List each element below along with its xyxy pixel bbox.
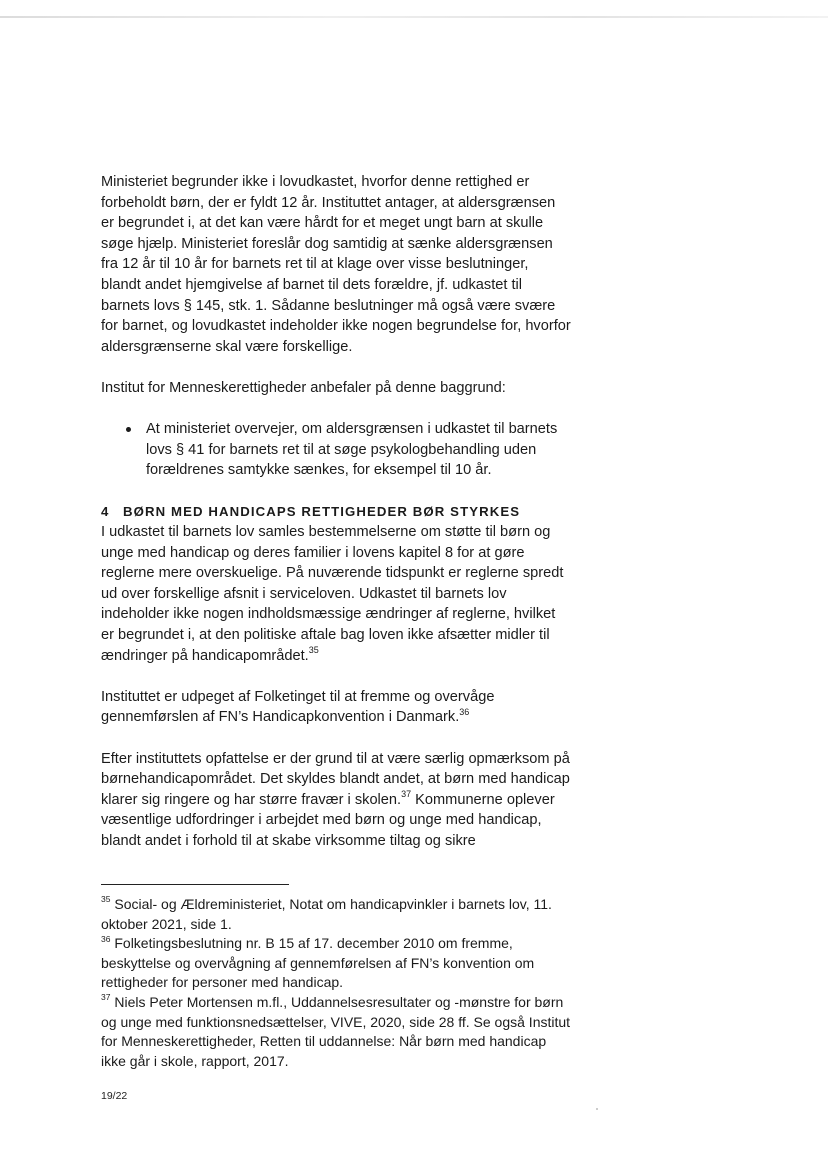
section-number: 4 <box>101 503 110 519</box>
scan-edge-line <box>0 16 828 18</box>
footnote-36 <box>101 934 571 993</box>
footnote-37 <box>101 993 571 1071</box>
section-title: BØRN MED HANDICAPS RETTIGHEDER BØR STYRKES <box>123 503 521 519</box>
footnote-35 <box>101 895 571 934</box>
footnote-number: 36 <box>101 933 111 944</box>
paragraph-institute-role <box>101 687 571 728</box>
footnote-ref[interactable]: 37 <box>401 788 412 799</box>
paragraph-text: I udkastet til barnets lov samles bestemmelserne om støtte til børn og unge med handicap og deres familier i lovens kapitel 8 for at gøre reglerne mere overskuelige. På nuværende tidspunkt er reglerne spredt ud over forskellige afsnit i serviceloven. Udkastet til barnets lov indeholder ikke nogen indholdsmæssige ændringer af reglerne, hvilket er begrundet i, at den politiske aftale bag loven ikke afsætter midler til ændringer på handicapområdet. <box>101 524 564 664</box>
footnote-ref[interactable]: 35 <box>308 644 319 655</box>
paragraph-recommendation-intro: Institut for Menneskerettigheder anbefaler på denne baggrund: <box>101 379 506 396</box>
footnote-divider <box>101 884 289 885</box>
main-content <box>101 172 571 852</box>
scan-speck <box>596 1108 598 1110</box>
paragraph-text: Efter instituttets opfattelse er der grund til at være særlig opmærksom på børnehandicapområdet. Det skyldes blandt andet, at børn med handicap klarer sig ringere og har større fravær i skolen. <box>101 750 570 808</box>
paragraph-text: Instituttet er udpeget af Folketinget til at fremme og overvåge gennemførslen af FN’s Handicapkonvention i Danmark. <box>101 688 495 726</box>
footnote-text: Niels Peter Mortensen m.fl., Uddannelsesresultater og -mønstre for børn og unge med funktionsnedsættelser, VIVE, 2020, side 28 ff. Se også Institut for Menneskerettigheder, Retten til uddannelse: Når børn med handicap ikke går i skole, rapport, 2017. <box>101 993 571 1069</box>
footnote-number: 35 <box>101 894 111 905</box>
paragraph-special-attention <box>101 749 571 852</box>
footnotes <box>101 884 571 1071</box>
footnote-text: Social- og Ældreministeriet, Notat om handicapvinkler i barnets lov, 11. oktober 2021, side 1. <box>101 896 552 932</box>
recommendation-item: At ministeriet overvejer, om aldersgrænsen i udkastet til barnets lovs § 41 for barnets ret til at søge psykologbehandling uden forældrenes samtykke sænkes, for eksempel til 10 år. <box>101 419 571 481</box>
section-heading <box>101 502 571 523</box>
paragraph-text: Kommunerne oplever væsentlige udfordringer i arbejdet med børn og unge med handicap, blandt andet i forhold til at skabe virksomme tiltag og sikre <box>101 791 555 849</box>
paragraph-handicap-chapter <box>101 522 571 666</box>
paragraph-age-limit: Ministeriet begrunder ikke i lovudkastet, hvorfor denne rettighed er forbeholdt børn, der er fyldt 12 år. Instituttet antager, at aldersgrænsen er begrundet i, at det kan være hårdt for et meget ungt barn at skulle søge hjælp. Ministeriet foreslår dog samtidig at sænke aldersgrænsen fra 12 år til 10 år for barnets ret til at klage over visse beslutninger, blandt andet hjemgivelse af barnet til dets forældre, jf. udkastet til barnets lovs § 145, stk. 1. Sådanne beslutninger må også være svære for barnet, og lovudkastet indeholder ikke nogen begrundelse for, hvorfor aldersgrænserne skal være forskellige. <box>101 174 571 355</box>
recommendation-list <box>101 419 571 481</box>
footnote-ref[interactable]: 36 <box>459 706 470 717</box>
footnote-number: 37 <box>101 992 111 1003</box>
page-number: 19/22 <box>101 1090 128 1102</box>
footnote-text: Folketingsbeslutning nr. B 15 af 17. december 2010 om fremme, beskyttelse og overvågning af gennemførelsen af FN’s konvention om rettigheder for personer med handicap. <box>101 935 535 991</box>
